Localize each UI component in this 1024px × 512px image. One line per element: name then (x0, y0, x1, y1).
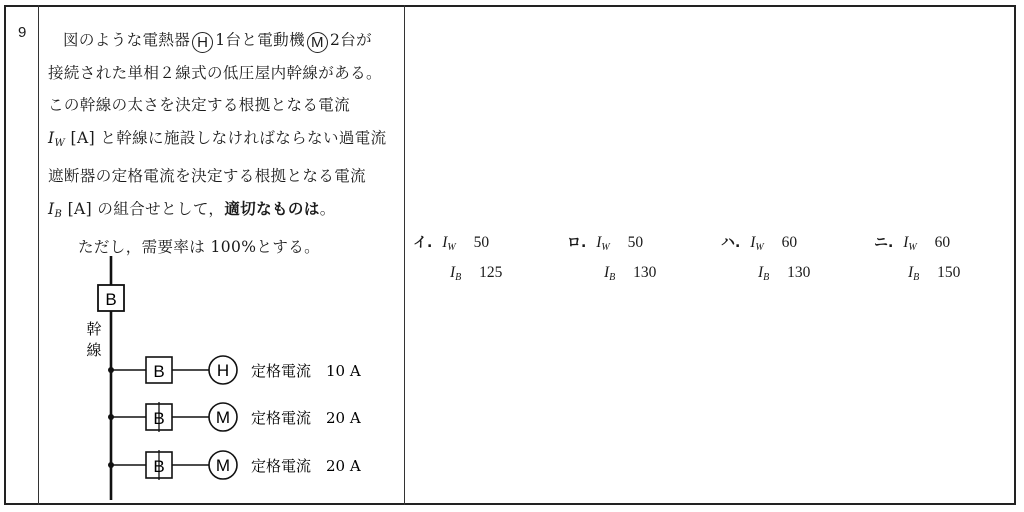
option-ib-value: 130 (633, 264, 657, 281)
option-ni[interactable]: ニ. $I_W$ 60 (874, 234, 951, 253)
option-ni-ib: $I_B$ 150 (908, 264, 961, 283)
svg-text:M: M (215, 408, 231, 427)
heater-symbol-icon: H (192, 32, 213, 53)
option-marker: ハ. (721, 235, 741, 251)
question-line-3: この幹線の太さを決定する根拠となる電流 (48, 96, 351, 114)
option-marker: ニ. (874, 235, 894, 251)
question-text (48, 24, 400, 264)
question-number: 9 (18, 24, 27, 41)
main-breaker-label: B (105, 290, 117, 309)
branch-breaker-label: B (153, 362, 165, 381)
option-ro[interactable]: ロ. $I_W$ 50 (567, 234, 644, 253)
svg-text:M: M (215, 456, 231, 475)
question-line-1: 図のような電熱器 H 1台と電動機 M 2台が (63, 31, 373, 51)
option-iw-value: 60 (781, 234, 798, 251)
option-iw-value: 60 (934, 234, 951, 251)
option-ha[interactable]: ハ. $I_W$ 60 (721, 234, 798, 253)
answer-column-divider (404, 5, 405, 505)
question-line-7: ただし，需要率は 100%とする。 (78, 238, 321, 256)
option-marker: ロ. (567, 235, 587, 251)
branch-motor-2 (108, 450, 361, 480)
option-iw-value: 50 (627, 234, 644, 251)
branch-motor-1 (108, 402, 361, 432)
circuit-diagram (56, 252, 396, 502)
trunk-label-2: 線 (86, 341, 102, 359)
branch-breaker-label: B (153, 409, 165, 428)
option-ib-value: 130 (787, 264, 811, 281)
svg-text:H: H (216, 361, 230, 380)
option-ha-ib: $I_B$ 130 (758, 264, 811, 283)
branch-rating: 定格電流 20 A (251, 409, 361, 427)
question-line-2: 接続された単相２線式の低圧屋内幹線がある。 (48, 63, 382, 82)
question-line-5: 遮断器の定格電流を決定する根拠となる電流 (48, 167, 367, 185)
trunk-label-1: 幹 (86, 320, 102, 338)
branch-breaker-label: B (153, 457, 165, 476)
option-ib-value: 150 (937, 264, 961, 281)
option-marker: イ. (413, 235, 433, 251)
option-ib-value: 125 (479, 264, 503, 281)
branch-heater (108, 356, 361, 384)
option-i[interactable]: イ. $I_W$ 50 (413, 234, 490, 253)
option-i-ib: $I_B$ 125 (450, 264, 503, 283)
motor-symbol-icon: M (307, 32, 328, 53)
question-line-6: $I_B$ [A] の組合せとして，適切なものは。 (48, 199, 336, 220)
branch-rating: 定格電流 20 A (251, 457, 361, 475)
question-line-4: $I_W$ [A] と幹線に施設しなければならない過電流 (48, 128, 387, 149)
branch-rating: 定格電流 10 A (251, 362, 361, 380)
number-column-divider (38, 5, 39, 505)
option-ro-ib: $I_B$ 130 (604, 264, 657, 283)
option-iw-value: 50 (473, 234, 490, 251)
